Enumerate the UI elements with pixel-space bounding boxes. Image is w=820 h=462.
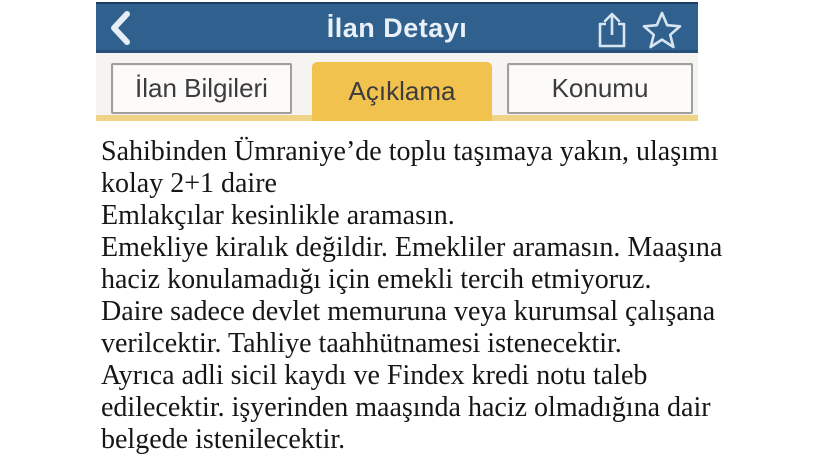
tab-ilan-bilgileri[interactable]: İlan Bilgileri xyxy=(111,63,292,114)
description-line: haciz konulamadığı için emekli tercih etmiyoruz. xyxy=(101,264,652,295)
tab-bar xyxy=(96,53,698,121)
tab-konumu[interactable]: Konumu xyxy=(507,63,693,114)
favorite-button[interactable] xyxy=(640,9,684,51)
description-line: edilecektir. işyerinden maaşında haciz olmadığına dair xyxy=(101,392,711,423)
description-line: Ayrıca adli sicil kaydı ve Findex kredi notu taleb xyxy=(101,360,648,391)
share-button[interactable] xyxy=(592,9,632,51)
description-text xyxy=(101,136,723,456)
description-line: kolay 2+1 daire xyxy=(101,168,277,199)
description-line: Sahibinden Ümraniye’de toplu taşımaya yakın, ulaşımı xyxy=(101,136,719,167)
star-icon xyxy=(642,11,682,49)
page-title: İlan Detayı xyxy=(326,13,468,43)
description-line: Daire sadece devlet memuruna veya kurumsal çalışana xyxy=(101,296,716,327)
description-line: Emekliye kiralık değildir. Emekliler aramasın. Maaşına xyxy=(101,232,723,263)
app-screen xyxy=(96,2,723,460)
description-line: belgede istenilecektir. xyxy=(101,424,346,455)
description-line: Emlakçılar kesinlikle aramasın. xyxy=(101,200,455,231)
tab-aciklama[interactable]: Açıklama xyxy=(312,62,492,121)
description-line: verilcektir. Tahliye taahhütnamesi istenecektir. xyxy=(101,328,622,359)
share-icon xyxy=(596,11,628,49)
navbar xyxy=(96,2,698,53)
